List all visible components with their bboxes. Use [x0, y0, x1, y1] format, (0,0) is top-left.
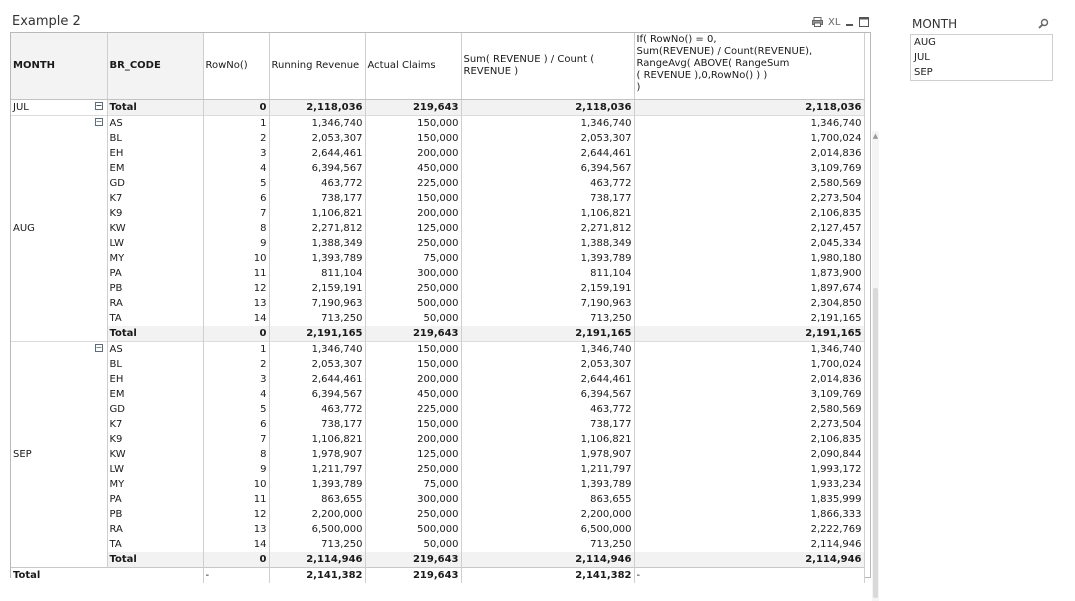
rowno-cell: 10 — [203, 477, 269, 492]
rowno-cell: 8 — [203, 221, 269, 236]
expression-cell: 2,304,850 — [634, 296, 864, 311]
sum-count-cell: 713,250 — [461, 311, 634, 326]
expression-header[interactable] — [634, 33, 864, 100]
expression-cell: 2,580,569 — [634, 402, 864, 417]
expression-cell: 1,700,024 — [634, 131, 864, 146]
table-row — [11, 176, 864, 191]
sum-count-cell: 1,978,907 — [461, 447, 634, 462]
search-icon[interactable] — [1038, 18, 1049, 32]
actual-claims-header[interactable]: Actual Claims — [365, 33, 461, 100]
listbox-title: MONTH — [912, 17, 958, 31]
table-row — [11, 191, 864, 206]
br-code-cell — [107, 447, 203, 462]
sum-count-cell: 738,177 — [461, 417, 634, 432]
rowno-cell: 13 — [203, 522, 269, 537]
total-label — [107, 326, 203, 342]
collapse-icon[interactable]: − — [95, 101, 103, 110]
rowno-cell: - — [203, 568, 269, 584]
table-row — [11, 357, 864, 372]
br-code-cell — [107, 191, 203, 206]
expression-cell: 2,106,835 — [634, 206, 864, 221]
table-row — [11, 131, 864, 146]
br-code-text: RA — [109, 524, 123, 535]
br-code-cell — [107, 462, 203, 477]
running-revenue-cell: 6,394,567 — [269, 387, 365, 402]
total-label-text: Total — [109, 554, 137, 565]
running-revenue-cell: 1,346,740 — [269, 116, 365, 132]
expression-line: ( REVENUE ),0,RowNo() ) ) — [636, 70, 768, 81]
br-code-text: AS — [109, 344, 123, 355]
expression-cell: 1,897,674 — [634, 281, 864, 296]
running-revenue-cell: 1,106,821 — [269, 432, 365, 447]
sum-count-cell: 2,271,812 — [461, 221, 634, 236]
br-code-cell — [107, 311, 203, 326]
rowno-cell: 5 — [203, 176, 269, 191]
expression-line: RangeAvg( ABOVE( RangeSum — [636, 58, 790, 69]
table-row — [11, 100, 864, 116]
br-code-cell — [107, 176, 203, 191]
br-code-text: BL — [109, 359, 122, 370]
expression-cell: 1,346,740 — [634, 342, 864, 358]
running-revenue-cell: 1,393,789 — [269, 477, 365, 492]
sum-count-cell: 6,500,000 — [461, 522, 634, 537]
expression-cell: 2,273,504 — [634, 417, 864, 432]
rowno-cell: 7 — [203, 206, 269, 221]
rowno-cell: 1 — [203, 342, 269, 358]
br-code-cell — [107, 206, 203, 221]
table-row — [11, 447, 864, 462]
br-code-cell — [107, 357, 203, 372]
scroll-up-arrow-icon[interactable]: ▲ — [872, 132, 879, 140]
scrollbar-thumb[interactable] — [873, 288, 878, 598]
table-row — [11, 492, 864, 507]
rowno-cell: 11 — [203, 492, 269, 507]
sum-count-cell: 1,211,797 — [461, 462, 634, 477]
br-code-text: AS — [109, 118, 123, 129]
rowno-cell: 7 — [203, 432, 269, 447]
br-code-text: EM — [109, 389, 125, 400]
br-code-text: PB — [109, 509, 123, 520]
expression-cell: 1,346,740 — [634, 116, 864, 132]
rowno-cell: 10 — [203, 251, 269, 266]
collapse-icon[interactable]: − — [95, 117, 103, 126]
expression-cell: 1,873,900 — [634, 266, 864, 281]
actual-claims-cell: 150,000 — [365, 342, 461, 358]
actual-claims-cell: 200,000 — [365, 146, 461, 161]
running-revenue-cell: 6,500,000 — [269, 522, 365, 537]
rowno-cell: 12 — [203, 507, 269, 522]
running-revenue-cell: 2,118,036 — [269, 100, 365, 116]
collapse-icon[interactable]: − — [95, 343, 103, 352]
table-row — [11, 146, 864, 161]
running-revenue-cell: 738,177 — [269, 191, 365, 206]
br-code-header[interactable]: BR_CODE — [107, 33, 203, 100]
header-row — [11, 33, 864, 100]
expression-cell: 2,114,946 — [634, 552, 864, 568]
sum-count-cell: 2,191,165 — [461, 326, 634, 342]
actual-claims-cell: 450,000 — [365, 387, 461, 402]
listbox-item-jul[interactable]: JUL — [914, 52, 930, 63]
table-row — [11, 116, 864, 132]
sum-count-cell: 2,141,382 — [461, 568, 634, 584]
sum-count-cell: 2,644,461 — [461, 372, 634, 387]
expression-cell: 2,580,569 — [634, 176, 864, 191]
expression-line: ) — [636, 82, 641, 93]
expression-cell: 1,835,999 — [634, 492, 864, 507]
listbox-item-aug[interactable]: AUG — [914, 37, 936, 48]
br-code-text: K7 — [109, 193, 123, 204]
table-row — [11, 236, 864, 251]
expression-cell: 2,106,835 — [634, 432, 864, 447]
br-code-text: EH — [109, 374, 124, 385]
actual-claims-cell: 75,000 — [365, 251, 461, 266]
sum-count-header[interactable]: Sum( REVENUE ) / Count ( REVENUE ) — [461, 33, 634, 100]
br-code-cell — [107, 417, 203, 432]
rowno-cell: 9 — [203, 462, 269, 477]
total-label — [95, 100, 203, 116]
table-row — [11, 372, 864, 387]
expression-cell: 1,933,234 — [634, 477, 864, 492]
actual-claims-cell: 200,000 — [365, 206, 461, 221]
expression-cell: 2,114,946 — [634, 537, 864, 552]
subtotal-row — [11, 552, 864, 568]
expression-cell: - — [634, 568, 864, 584]
rowno-cell: 2 — [203, 131, 269, 146]
running-revenue-cell: 463,772 — [269, 402, 365, 417]
grand-total-label: Total — [11, 568, 203, 584]
actual-claims-cell: 250,000 — [365, 507, 461, 522]
table-row — [11, 161, 864, 176]
total-label-text: Total — [109, 328, 137, 339]
actual-claims-cell: 150,000 — [365, 131, 461, 146]
br-code-cell — [107, 492, 203, 507]
actual-claims-cell: 125,000 — [365, 447, 461, 462]
table-caption-icons — [812, 15, 869, 29]
actual-claims-cell: 250,000 — [365, 462, 461, 477]
actual-claims-cell: 219,643 — [365, 100, 461, 116]
table-row — [11, 477, 864, 492]
expression-cell: 2,090,844 — [634, 447, 864, 462]
actual-claims-cell: 500,000 — [365, 296, 461, 311]
actual-claims-cell: 50,000 — [365, 537, 461, 552]
table-row — [11, 251, 864, 266]
rowno-cell: 1 — [203, 116, 269, 132]
rowno-cell: 4 — [203, 387, 269, 402]
running-revenue-cell: 1,346,740 — [269, 342, 365, 358]
sum-count-cell: 1,393,789 — [461, 477, 634, 492]
sum-count-cell: 2,114,946 — [461, 552, 634, 568]
br-code-text: BL — [109, 133, 122, 144]
rowno-cell: 0 — [203, 100, 269, 116]
rowno-cell: 3 — [203, 372, 269, 387]
month-header[interactable]: MONTH — [11, 33, 107, 100]
sum-count-cell: 1,106,821 — [461, 432, 634, 447]
running-revenue-cell: 2,644,461 — [269, 146, 365, 161]
table-row — [11, 281, 864, 296]
br-code-text: PB — [109, 283, 123, 294]
running-revenue-cell: 713,250 — [269, 537, 365, 552]
br-code-cell — [107, 372, 203, 387]
actual-claims-cell: 50,000 — [365, 311, 461, 326]
actual-claims-cell: 225,000 — [365, 402, 461, 417]
actual-claims-cell: 300,000 — [365, 492, 461, 507]
minimize-icon[interactable] — [845, 18, 854, 27]
pivot-table — [10, 32, 879, 581]
rowno-cell: 3 — [203, 146, 269, 161]
actual-claims-cell: 125,000 — [365, 221, 461, 236]
running-revenue-cell: 863,655 — [269, 492, 365, 507]
running-revenue-cell: 1,978,907 — [269, 447, 365, 462]
sum-count-cell: 1,106,821 — [461, 206, 634, 221]
expression-cell: 2,222,769 — [634, 522, 864, 537]
actual-claims-cell: 219,643 — [365, 326, 461, 342]
table-row — [11, 387, 864, 402]
rowno-header[interactable]: RowNo() — [203, 33, 269, 100]
actual-claims-cell: 450,000 — [365, 161, 461, 176]
br-code-text: LW — [109, 464, 125, 475]
sum-count-cell: 6,394,567 — [461, 161, 634, 176]
br-code-cell — [107, 131, 203, 146]
rowno-cell: 13 — [203, 296, 269, 311]
running-revenue-cell: 2,644,461 — [269, 372, 365, 387]
running-revenue-cell: 811,104 — [269, 266, 365, 281]
running-revenue-cell: 2,271,812 — [269, 221, 365, 236]
running-revenue-cell: 713,250 — [269, 311, 365, 326]
actual-claims-cell: 200,000 — [365, 372, 461, 387]
rowno-cell: 9 — [203, 236, 269, 251]
month-listbox — [910, 34, 1053, 81]
sum-count-cell: 1,346,740 — [461, 116, 634, 132]
sum-count-cell: 2,200,000 — [461, 507, 634, 522]
br-code-cell — [107, 296, 203, 311]
br-code-cell — [95, 342, 203, 358]
br-code-cell — [107, 146, 203, 161]
send-to-excel-icon[interactable]: XL — [828, 16, 841, 28]
running-revenue-header[interactable]: Running Revenue — [269, 33, 365, 100]
br-code-cell — [107, 251, 203, 266]
table-row — [11, 462, 864, 477]
table-row — [11, 537, 864, 552]
running-revenue-cell: 2,053,307 — [269, 131, 365, 146]
expression-cell: 2,045,334 — [634, 236, 864, 251]
running-revenue-cell: 6,394,567 — [269, 161, 365, 176]
sum-count-cell: 1,388,349 — [461, 236, 634, 251]
sum-count-cell: 7,190,963 — [461, 296, 634, 311]
br-code-cell — [107, 221, 203, 236]
month-cell[interactable]: AUG — [11, 116, 107, 342]
running-revenue-cell: 463,772 — [269, 176, 365, 191]
expression-cell: 2,118,036 — [634, 100, 864, 116]
actual-claims-cell: 219,643 — [365, 552, 461, 568]
br-code-text: EM — [109, 163, 125, 174]
rowno-cell: 14 — [203, 311, 269, 326]
br-code-text: TA — [109, 313, 122, 324]
expression-line: Sum(REVENUE) / Count(REVENUE), — [636, 46, 813, 57]
br-code-text: PA — [109, 268, 122, 279]
total-label-text: Total — [109, 102, 137, 113]
table-row — [11, 417, 864, 432]
running-revenue-cell: 2,159,191 — [269, 281, 365, 296]
expression-cell: 2,191,165 — [634, 311, 864, 326]
sum-count-cell: 713,250 — [461, 537, 634, 552]
br-code-text: GD — [109, 404, 125, 415]
maximize-icon[interactable] — [859, 17, 869, 27]
br-code-text: RA — [109, 298, 123, 309]
actual-claims-cell: 75,000 — [365, 477, 461, 492]
sum-count-cell: 1,346,740 — [461, 342, 634, 358]
expression-cell: 2,127,457 — [634, 221, 864, 236]
expression-cell: 1,700,024 — [634, 357, 864, 372]
subtotal-row — [11, 326, 864, 342]
month-cell[interactable]: JUL — [11, 100, 107, 116]
running-revenue-cell: 2,191,165 — [269, 326, 365, 342]
rowno-cell: 11 — [203, 266, 269, 281]
br-code-text: KW — [109, 223, 126, 234]
actual-claims-cell: 225,000 — [365, 176, 461, 191]
running-revenue-cell: 2,053,307 — [269, 357, 365, 372]
sheet-title: Example 2 — [12, 14, 81, 29]
print-icon[interactable] — [812, 17, 823, 27]
sum-count-cell: 2,159,191 — [461, 281, 634, 296]
br-code-cell — [107, 387, 203, 402]
expression-line: If( RowNo() = 0, — [636, 34, 717, 45]
expression-cell: 1,866,333 — [634, 507, 864, 522]
br-code-cell — [107, 522, 203, 537]
running-revenue-cell: 1,211,797 — [269, 462, 365, 477]
br-code-cell — [107, 537, 203, 552]
table-row — [11, 522, 864, 537]
rowno-cell: 5 — [203, 402, 269, 417]
table-row — [11, 402, 864, 417]
br-code-cell — [107, 477, 203, 492]
rowno-cell: 6 — [203, 191, 269, 206]
rowno-cell: 14 — [203, 537, 269, 552]
table-row — [11, 432, 864, 447]
sum-count-cell: 738,177 — [461, 191, 634, 206]
sum-count-cell: 2,053,307 — [461, 357, 634, 372]
br-code-cell — [107, 281, 203, 296]
table-row — [11, 311, 864, 326]
br-code-cell — [107, 507, 203, 522]
total-label — [107, 552, 203, 568]
br-code-cell — [107, 266, 203, 281]
grand-total-row — [11, 568, 864, 584]
listbox-item-sep[interactable]: SEP — [914, 67, 933, 78]
actual-claims-cell: 500,000 — [365, 522, 461, 537]
expression-cell: 2,191,165 — [634, 326, 864, 342]
rowno-cell: 12 — [203, 281, 269, 296]
table-row — [11, 342, 864, 358]
table-row — [11, 221, 864, 236]
expression-cell: 1,980,180 — [634, 251, 864, 266]
table-row — [11, 266, 864, 281]
table-row — [11, 507, 864, 522]
sum-count-cell: 463,772 — [461, 176, 634, 191]
sum-count-cell: 2,053,307 — [461, 131, 634, 146]
br-code-cell — [107, 236, 203, 251]
running-revenue-cell: 1,393,789 — [269, 251, 365, 266]
actual-claims-cell: 200,000 — [365, 432, 461, 447]
month-cell[interactable]: SEP — [11, 342, 107, 568]
sum-count-cell: 6,394,567 — [461, 387, 634, 402]
br-code-cell — [107, 402, 203, 417]
br-code-cell — [95, 116, 203, 132]
br-code-text: PA — [109, 494, 122, 505]
table-row — [11, 206, 864, 221]
actual-claims-cell: 150,000 — [365, 357, 461, 372]
running-revenue-cell: 7,190,963 — [269, 296, 365, 311]
table-row — [11, 296, 864, 311]
running-revenue-cell: 2,200,000 — [269, 507, 365, 522]
actual-claims-cell: 150,000 — [365, 417, 461, 432]
actual-claims-cell: 219,643 — [365, 568, 461, 584]
sum-count-cell: 2,118,036 — [461, 100, 634, 116]
expression-cell: 2,014,836 — [634, 372, 864, 387]
rowno-cell: 8 — [203, 447, 269, 462]
rowno-cell: 6 — [203, 417, 269, 432]
actual-claims-cell: 250,000 — [365, 281, 461, 296]
running-revenue-cell: 2,114,946 — [269, 552, 365, 568]
br-code-text: EH — [109, 148, 124, 159]
sum-count-cell: 463,772 — [461, 402, 634, 417]
rowno-cell: 0 — [203, 326, 269, 342]
br-code-text: K9 — [109, 434, 123, 445]
actual-claims-cell: 150,000 — [365, 191, 461, 206]
running-revenue-cell: 1,106,821 — [269, 206, 365, 221]
actual-claims-cell: 250,000 — [365, 236, 461, 251]
br-code-text: LW — [109, 238, 125, 249]
sum-count-cell: 1,393,789 — [461, 251, 634, 266]
br-code-text: MY — [109, 253, 125, 264]
sum-count-cell: 863,655 — [461, 492, 634, 507]
rowno-cell: 4 — [203, 161, 269, 176]
running-revenue-cell: 2,141,382 — [269, 568, 365, 584]
br-code-text: TA — [109, 539, 122, 550]
br-code-text: K9 — [109, 208, 123, 219]
br-code-cell — [107, 432, 203, 447]
actual-claims-cell: 300,000 — [365, 266, 461, 281]
expression-cell: 3,109,769 — [634, 161, 864, 176]
expression-cell: 1,993,172 — [634, 462, 864, 477]
br-code-text: MY — [109, 479, 125, 490]
expression-cell: 2,014,836 — [634, 146, 864, 161]
running-revenue-cell: 1,388,349 — [269, 236, 365, 251]
br-code-text: GD — [109, 178, 125, 189]
rowno-cell: 0 — [203, 552, 269, 568]
expression-cell: 3,109,769 — [634, 387, 864, 402]
sum-count-cell: 2,644,461 — [461, 146, 634, 161]
br-code-text: K7 — [109, 419, 123, 430]
running-revenue-cell: 738,177 — [269, 417, 365, 432]
br-code-text: KW — [109, 449, 126, 460]
rowno-cell: 2 — [203, 357, 269, 372]
br-code-cell — [107, 161, 203, 176]
actual-claims-cell: 150,000 — [365, 116, 461, 132]
expression-cell: 2,273,504 — [634, 191, 864, 206]
sum-count-cell: 811,104 — [461, 266, 634, 281]
